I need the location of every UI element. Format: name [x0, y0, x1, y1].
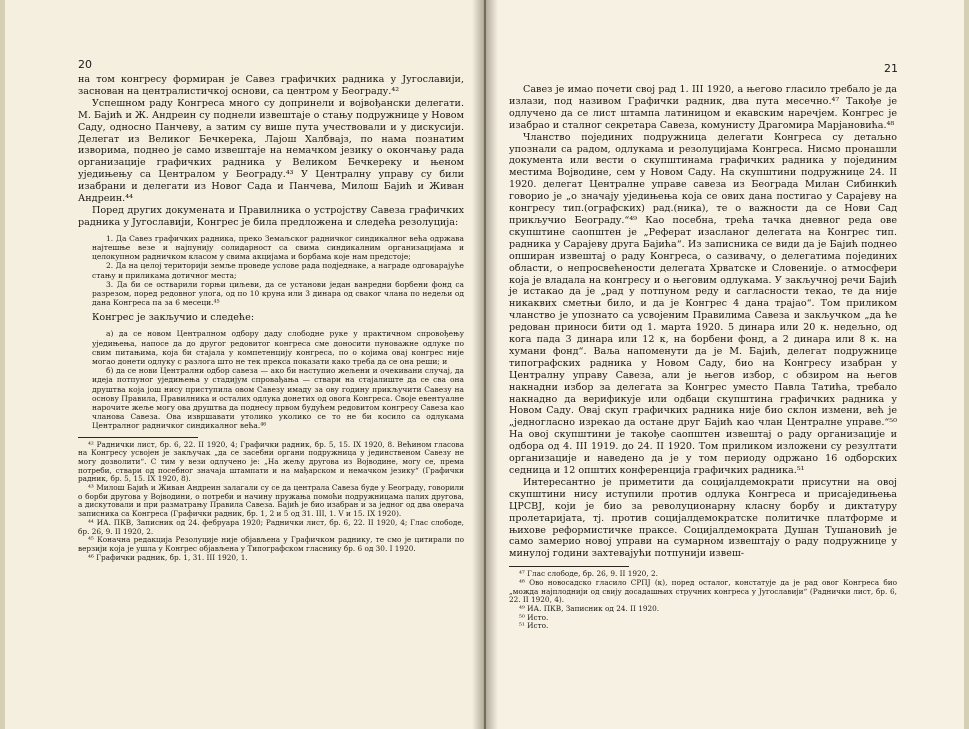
resolution-item: 1. Да Савез графичких радника, преко Земаљског радничког синдикалног већа одржава најтешње везе и најпунију солидарност са свима синдикалним организацијама и целокупном радничком класом у свима акцијама и борбама које нам предстоје; — [92, 233, 464, 262]
footnote-rule — [509, 566, 629, 567]
page-number-left: 20 — [78, 58, 92, 71]
right-text-column — [509, 84, 897, 631]
resolution-item: 2. Да на целој територији земље проведе услове рада подједнаке, а награде одговарајуће стању и приликама дотичног места; — [92, 261, 464, 280]
conclusion-item: б) да се нови Централни одбор савеза — ако би наступио жељени и очекивани случај, да идеја потпуног уједињења у стадијум спровађања — ствари на стајалиште да се сва она друштва која још нису приступила овом Савезу имаду за ову годину прикључити Савезу на основу Правила, Правилника и осталих одлука донетих од овога Конгреса. Своје евентуалне нарочите жеље могу ова друштва да поднесу првом будућем редовитом конгресу Савеза као чланова Савеза. Ова извршавати утолико уколико се то не би косило са одлукама Централног радничког синдикалног већа.⁴⁶ — [92, 366, 464, 431]
left-footnotes — [78, 441, 464, 563]
footnote: ⁴⁵ Коначна редакција Резолуције није објављена у Графичком раднику, те смо је цитирали по верзији која је ушла у Конгрес објављена у Типографском гласнику бр. 6 од 30. I 1920. — [78, 535, 464, 553]
paragraph: Интересантно је приметити да социјалдемократи присутни на овој скупштини нису иступили против одлука Конгреса и присаједињења ЦРСВЈ, који је био за револуционарну класну борбу и диктатуру пролетаријата, тј. против социјалдемократске политичке платформе и њихове реформистичке праксе. Социјалдемократа Душан Тушановић је само замерио новој управи на сумарном извештају о раду подружнице у минулој години захтевајући потпунији извеш- — [509, 476, 897, 560]
paragraph: Успешном раду Конгреса много су допринели и војвођански делегати. М. Бајић и Ж. Андреин су поднели извештаје о стању подружнице у Новом Саду, односно Панчеву, а затим су више пута учествовали и у дискусији. Делегат из Великог Бечкерека, Лајош Халбвајз, по нама познатим изворима, поднео је само извештаје на немачком језику о окончању рада организације графичких радника у Великом Бечкереку и њеном уједињењу са Централом у Београду.⁴³ У Централну управу су били изабрани и делегати из Новог Сада и Панчева, Милош Бајић и Живан Андреин.⁴⁴ — [78, 97, 464, 205]
footnote: ⁵¹ Исто. — [519, 621, 549, 631]
footnote: ⁴² Раднички лист, бр. 6, 22. II 1920, 4; Графички радник, бр. 5, 15. IX 1920, 8. Већином гласова на Конгресу усвојен је закључак „да се засебни органи подружница у јединственом Савезу не могу дозволити“. С тим у вези одлучено је: „На жељу другова из Војводине, могу се, према потреби, ствари од посебног значаја штампати и на мађарском и немачком језику“ (Графички радник, бр. 5, 15. IX 1920, 8). — [78, 439, 464, 484]
footnote: ⁵⁰ Исто. — [519, 612, 549, 622]
conclusion-intro: Конгрес је закључио и следеће: — [92, 312, 255, 324]
right-body-text — [509, 84, 897, 560]
footnote: ⁴⁴ ИА. ПКВ, Записник од 24. фебруара 1920; Раднички лист, бр. 6, 22. II 1920, 4; Глас слободе, бр. 26, 9. II 1920, 2. — [78, 517, 464, 536]
paragraph: на том конгресу формиран је Савез графичких радника у Југославији, заснован на централистичкој основи, са центром у Београду.⁴² — [78, 74, 464, 97]
footnote: ⁴³ Милош Бајић и Живан Андреин залагали су се да централа Савеза буде у Београду, говорили о борби другова у Војводини, о потреби и начину пружања помоћи подружницама палих другова, а дискутовали и при разматрању Правила Савеза. Бајић је био изабран и за једног од два оверача записника са Конгреса (Графички радник, бр. 1, 2 и 5 од 31. III, 1. V и 15. IX 1920). — [78, 483, 464, 519]
footnote-rule — [78, 437, 198, 438]
footnote: ⁴⁶ Графички радник, бр. 1, 31. III 1920, 1. — [88, 552, 248, 562]
right-page-edge — [964, 0, 969, 729]
left-page — [0, 0, 483, 729]
left-page-edge — [0, 0, 5, 729]
paragraph: Поред других докумената и Правилника о устројству Савеза графичких радника у Југославији, Конгрес је била предложена и следећа резолуција: — [78, 204, 464, 228]
conclusion-item: а) да се новом Централном одбору даду слободне руке у практичном спровођењу уједињења, напосе да до другог редовитог конгреса сме доносити пуноважне одлуке по свим питањима, која би стајала у компетенцију конгреса, по о којима овај конгрес није могао донети одлуку с разлога што не тек прекса показати како треба да се она реши; и — [92, 329, 464, 366]
paragraph: Савез је имао почети свој рад 1. III 1920, а његово гласило требало је да излази, под називом Графички радник, два пута месечно.⁴⁷ Такође је одлучено да се лист штампа латиницом и екавским наречјем. Конгрес је изабрао и сталног секретара Савеза, комунисту Драгомира Марјановића.⁴⁸ — [509, 84, 897, 131]
left-text-column — [78, 74, 464, 562]
paragraph: Чланство појединих подружница делегати Конгреса су детаљно упознали са радом, одлукама и резолуцијама Конгреса. Нисмо пронашли документа или вести о скупштинама графичких радника у појединим местима Војводине, сем у Новом Саду. На скупштини подружнице 24. II 1920. делегат Централне управе савеза из Београда Милан Сибинкић говорио је „о значају уједињења која се ових дана постигао у Сарајеву на конгресу тип.(ографских) рад.(ника), те о важности да се Нови Сад прикључио Београду.“⁴⁹ Као посебна, трећа тачка дневног реда ове скупштине саопштен је „Реферат изасланог делегата на Конгрес тип. радника у Сарајеву друга Бајића“. Из записника се види да је Бајић поднео опширан извештај о раду Конгреса, о сазивачу, о делегатима појединих области, о непросвећености делегата Хрватске и Словеније. о атмосфери која је владала на конгресу и о његовим одлукама. У закључној речи Бајић је истакао да је „рад у потпуном реду и сагласности текао, те да није никаквих сметњи било, и да је Конгрес 4 дана трајао“. Том приликом чланство је упознато са усвојеним Правилима Савеза и закључком „да ће редован приноси бити од 1. марта 1920. 5 динара или 20 к. недељно, од кога пада 3 динара или 12 к, на борбени фонд, а 2 динара или 8 к. на хумани фонд“. Ваља напоменути да је М. Бајић, делегат подружнице типографских радника у Новом Саду, био на Конгресу изабран у Централну управу Савеза, али је његов избор, с обзиром на његов накнадни избор за делегата за Конгрес уместо Павла Татића, требало накнадно да верификује или одбаци скупштина графичких радника у Новом Саду. Овај скуп графичких радника није био склон измени, већ је „једногласно изрекао да остане друг Бајић као члан Централне управе.“⁵⁰ На овој скупштини је такође саопштен извештај о раду организације и одбора од 4. III 1919. до 24. II 1920. Том приликом изложени су резултати организације и наведено да је у том периоду одржано 16 одборских седница и 12 општих конференција графичких радника.⁵¹ — [509, 131, 897, 476]
page-number-right: 21 — [884, 62, 898, 75]
footnote: ⁴⁸ Ово новосадско гласило СРПЈ (к), поред осталог, констатује да је рад овог Конгреса био „можда најплоднији од свију досадашњих стручних конгреса у Југославији“ (Раднички лист, бр. 6, 22. II 1920, 4). — [509, 577, 897, 605]
footnote: ⁴⁷ Глас слободе, бр. 26, 9. II 1920, 2. — [519, 569, 658, 579]
book-gutter — [472, 0, 498, 729]
conclusions-list — [78, 329, 464, 430]
footnote: ⁴⁹ ИА. ПКВ, Записник од 24. II 1920. — [519, 604, 660, 614]
right-page — [486, 0, 969, 729]
right-footnotes — [509, 570, 897, 631]
resolution-list — [78, 234, 464, 308]
left-body-text — [78, 74, 464, 229]
resolution-item: 3. Да би се остварили горњи циљеви, да се установи један ванредни борбени фонд са разрезом, поред редовног улога, од по 10 круна или 3 динара од сваког члана по недељи од дана Конгреса па за 6 месеци.⁴⁵ — [92, 279, 464, 308]
